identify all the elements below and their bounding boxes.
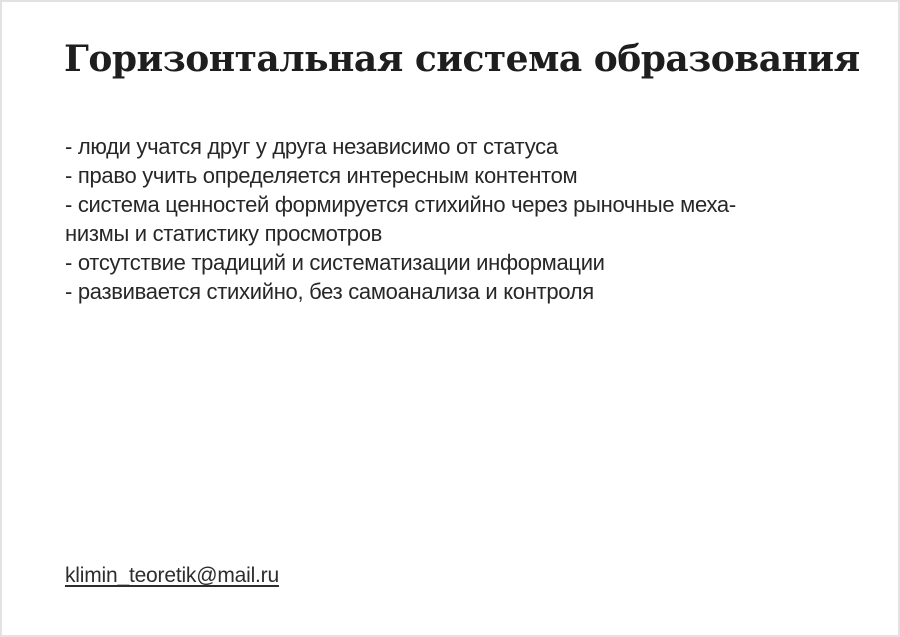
bullet-line: - отсутствие традиций и систематизации информации [65,250,605,275]
bullet-line-continuation: низмы и статистику просмотров [65,221,383,246]
email-link[interactable]: klimin_teoretik@mail.ru [65,564,279,587]
bullet-line: - система ценностей формируется стихийно через рыночные меха- [65,192,736,217]
bullet-list [65,132,855,306]
bullet-line: - люди учатся друг у друга независимо от статуса [65,134,558,159]
slide-title: Горизонтальная система образования [64,38,860,80]
bullet-line: - развивается стихийно, без самоанализа и контроля [65,279,594,304]
bullet-line: - право учить определяется интересным контентом [65,163,578,188]
